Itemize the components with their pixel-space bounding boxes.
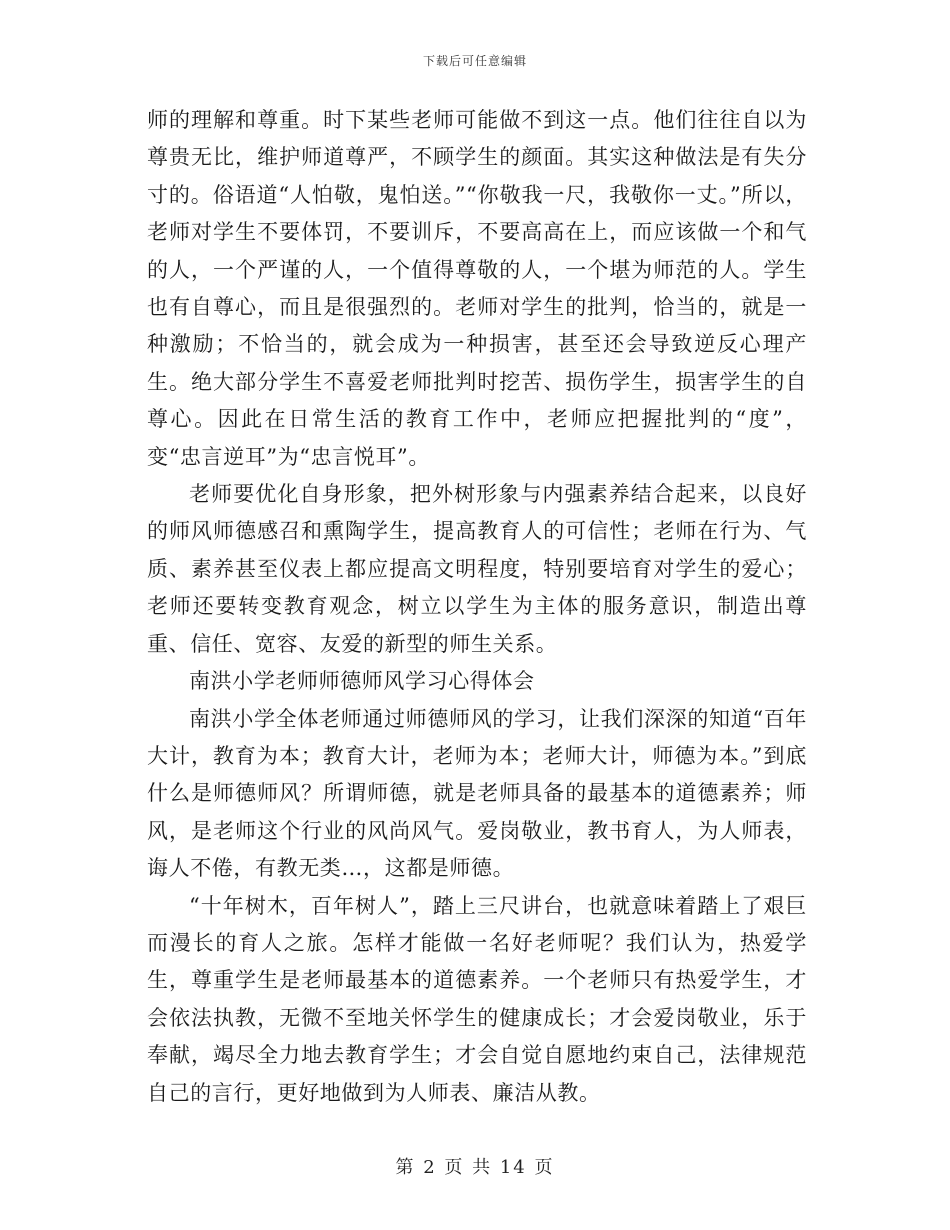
paragraph-3: 南洪小学全体老师通过师德师风的学习，让我们深深的知道“百年大计，教育为本；教育大计，老师为本；老师大计，师德为本。”到底什么是师德师风？所谓师德，就是老师具备的最基本的道德素养；师风，是老师这个行业的风尚风气。爱岗敬业，教书育人，为人师表，诲人不倦，有教无类…，这都是师德。 (147, 706, 807, 881)
paragraph-2: 老师要优化自身形象，把外树形象与内强素养结合起来，以良好的师风师德感召和熏陶学生，提高教育人的可信性；老师在行为、气质、素养甚至仪表上都应提高文明程度，特别要培育对学生的爱心；老师还要转变教育观念，树立以学生为主体的服务意识，制造出尊重、信任、宽容、友爱的新型的师生关系。 (147, 482, 807, 656)
document-body (147, 102, 807, 1112)
paragraph-4: “十年树木，百年树人”，踏上三尺讲台，也就意味着踏上了艰巨而漫长的育人之旅。怎样才能做一名好老师呢？我们认为，热爱学生，尊重学生是老师最基本的道德素养。一个老师只有热爱学生，才会依法执教，无微不至地关怀学生的健康成长；才会爱岗敬业，乐于奉献，竭尽全力地去教育学生；才会自觉自愿地约束自己，法律规范自己的言行，更好地做到为人师表、廉洁从教。 (147, 893, 807, 1105)
page-number-footer: 第 2 页 共 14 页 (395, 1157, 555, 1178)
paragraph-1: 师的理解和尊重。时下某些老师可能做不到这一点。他们往往自以为尊贵无比，维护师道尊严，不顾学生的颜面。其实这种做法是有失分寸的。俗语道“人怕敬，鬼怕送。”“你敬我一尺，我敬你一丈。”所以，老师对学生不要体罚，不要训斥，不要高高在上，而应该做一个和气的人，一个严谨的人，一个值得尊敬的人，一个堪为师范的人。学生也有自尊心，而且是很强烈的。老师对学生的批判，恰当的，就是一种激励；不恰当的，就会成为一种损害，甚至还会导致逆反心理产生。绝大部分学生不喜爱老师批判时挖苦、损伤学生，损害学生的自尊心。因此在日常生活的教育工作中，老师应把握批判的“度”，变“忠言逆耳”为“忠言悦耳”。 (147, 108, 807, 469)
page-header: 下载后可任意编辑 (422, 54, 527, 68)
section-heading: 南洪小学老师师德师风学习心得体会 (189, 669, 535, 694)
